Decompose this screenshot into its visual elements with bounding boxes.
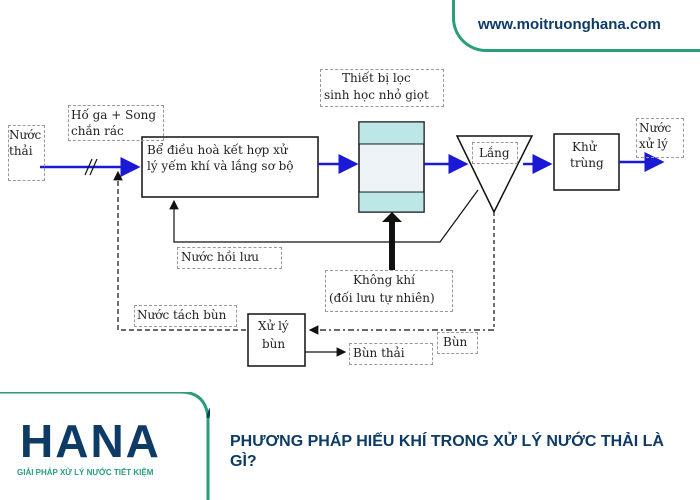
treated-water-label-2: xử lý <box>639 137 668 151</box>
sludge-treatment-label-2: bùn <box>262 337 286 351</box>
hana-logo: HANA <box>20 415 161 467</box>
screen-label-1: Hố ga + Song <box>71 108 156 122</box>
recirculation-line <box>174 190 478 242</box>
recirculation-label: Nước hồi lưu <box>181 250 260 264</box>
screen-label-2: chắn rác <box>71 124 124 138</box>
hana-tagline: GIẢI PHÁP XỬ LÝ NƯỚC TIẾT KIỆM <box>17 468 154 477</box>
sludge-label: Bùn <box>443 335 468 349</box>
equalization-label-1: Bể điều hoà kết hợp xử <box>147 143 288 157</box>
separated-water-label: Nước tách bùn <box>137 308 227 322</box>
disinfection-label-2: trùng <box>570 156 604 170</box>
raw-water-label-1: Nước <box>9 128 42 142</box>
article-title: PHƯƠNG PHÁP HIẾU KHÍ TRONG XỬ LÝ NƯỚC THẢI LÀ GÌ? <box>230 433 664 470</box>
filter-top-section <box>359 122 424 144</box>
footer <box>0 392 700 500</box>
air-arrow-head <box>382 212 402 222</box>
disinfection-label-1: Khử <box>572 140 597 154</box>
treated-water-label-1: Nước <box>639 121 672 135</box>
air-label-2: (đối lưu tự nhiên) <box>329 291 435 305</box>
filter-media <box>360 145 423 191</box>
title-area <box>210 392 700 500</box>
raw-water-label-2: thải <box>9 144 33 158</box>
process-diagram <box>0 52 700 392</box>
waste-sludge-label: Bùn thải <box>353 346 405 360</box>
equalization-label-2: lý yếm khí và lắng sơ bộ <box>147 159 294 173</box>
website-url[interactable]: www.moitruonghana.com <box>478 16 661 33</box>
filter-label-1: Thiết bị lọc <box>342 71 411 85</box>
filter-bottom-section <box>359 192 424 212</box>
air-label-1: Không khí <box>353 273 415 287</box>
sludge-treatment-label-1: Xử lý <box>258 319 289 333</box>
settling-label: Lắng <box>479 146 510 160</box>
filter-label-2: sinh học nhỏ giọt <box>324 88 429 102</box>
